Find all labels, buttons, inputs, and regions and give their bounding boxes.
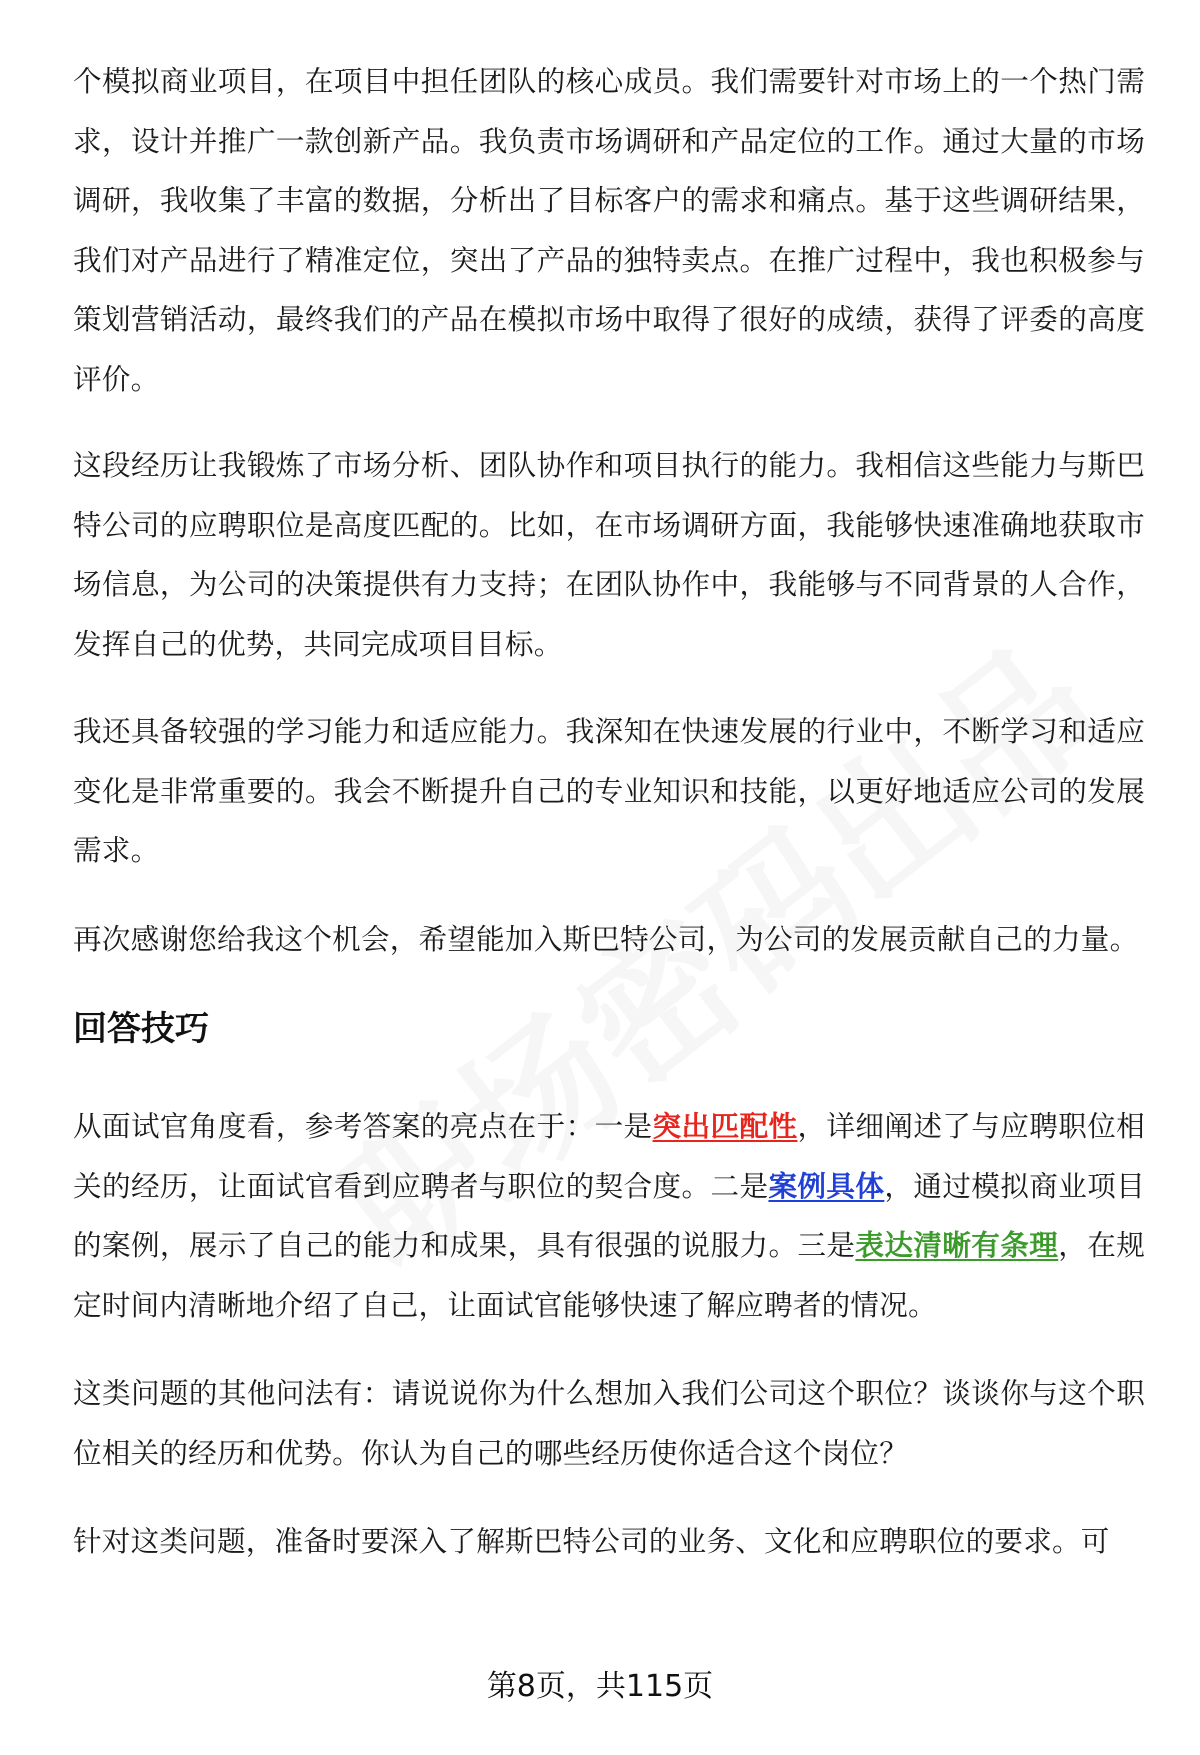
paragraph-highlights — [73, 1097, 1145, 1335]
section-title-answer-tips: 回答技巧 — [73, 1009, 209, 1049]
paragraph-closing-thanks: 再次感谢您给我这个机会，希望能加入斯巴特公司，为公司的发展贡献自己的力量。 — [73, 921, 1139, 956]
highlight-concrete-case: 案例具体 — [768, 1168, 885, 1203]
highlights-text-1: ，详细阐述了与应聘职位相关的经历，让面试官看到应聘者与职位的契合度。二是 — [73, 1109, 1145, 1203]
paragraph-other-questions: 这类问题的其他问法有：请说说你为什么想加入我们公司这个职位？谈谈你与这个职位相关的经历和优势。你认为自己的哪些经历使你适合这个岗位？ — [73, 1376, 1145, 1470]
paragraph-project-experience: 个模拟商业项目，在项目中担任团队的核心成员。我们需要针对市场上的一个热门需求，设计并推广一款创新产品。我负责市场调研和产品定位的工作。通过大量的市场调研，我收集了丰富的数据，分析出了目标客户的需求和痛点。基于这些调研结果，我们对产品进行了精准定位，突出了产品的独特卖点。在推广过程中，我也积极参与策划营销活动，最终我们的产品在模拟市场中取得了很好的成绩，获得了评委的高度评价。 — [73, 64, 1145, 396]
highlights-text-3: ，在规定时间内清晰地介绍了自己，让面试官能够快速了解应聘者的情况。 — [73, 1228, 1145, 1322]
highlights-text-2: ，通过模拟商业项目的案例，展示了自己的能力和成果，具有很强的说服力。三是 — [73, 1168, 1145, 1262]
paragraph-skills-match: 这段经历让我锻炼了市场分析、团队协作和项目执行的能力。我相信这些能力与斯巴特公司的应聘职位是高度匹配的。比如，在市场调研方面，我能够快速准确地获取市场信息，为公司的决策提供有力支持；在团队协作中，我能够与不同背景的人合作，发挥自己的优势，共同完成项目目标。 — [73, 448, 1145, 661]
document-page — [73, 52, 1145, 1601]
highlights-intro: 从面试官角度看，参考答案的亮点在于：一是 — [73, 1109, 653, 1143]
highlight-clear-expression: 表达清晰有条理 — [855, 1228, 1059, 1262]
paragraph-preparation: 针对这类问题，准备时要深入了解斯巴特公司的业务、文化和应聘职位的要求。可 — [73, 1524, 1110, 1558]
page-number-footer: 第8页，共115页 — [486, 1669, 714, 1704]
highlight-matching: 突出匹配性 — [652, 1109, 798, 1143]
paragraph-learning-ability: 我还具备较强的学习能力和适应能力。我深知在快速发展的行业中，不断学习和适应变化是非常重要的。我会不断提升自己的专业知识和技能，以更好地适应公司的发展需求。 — [73, 714, 1145, 867]
